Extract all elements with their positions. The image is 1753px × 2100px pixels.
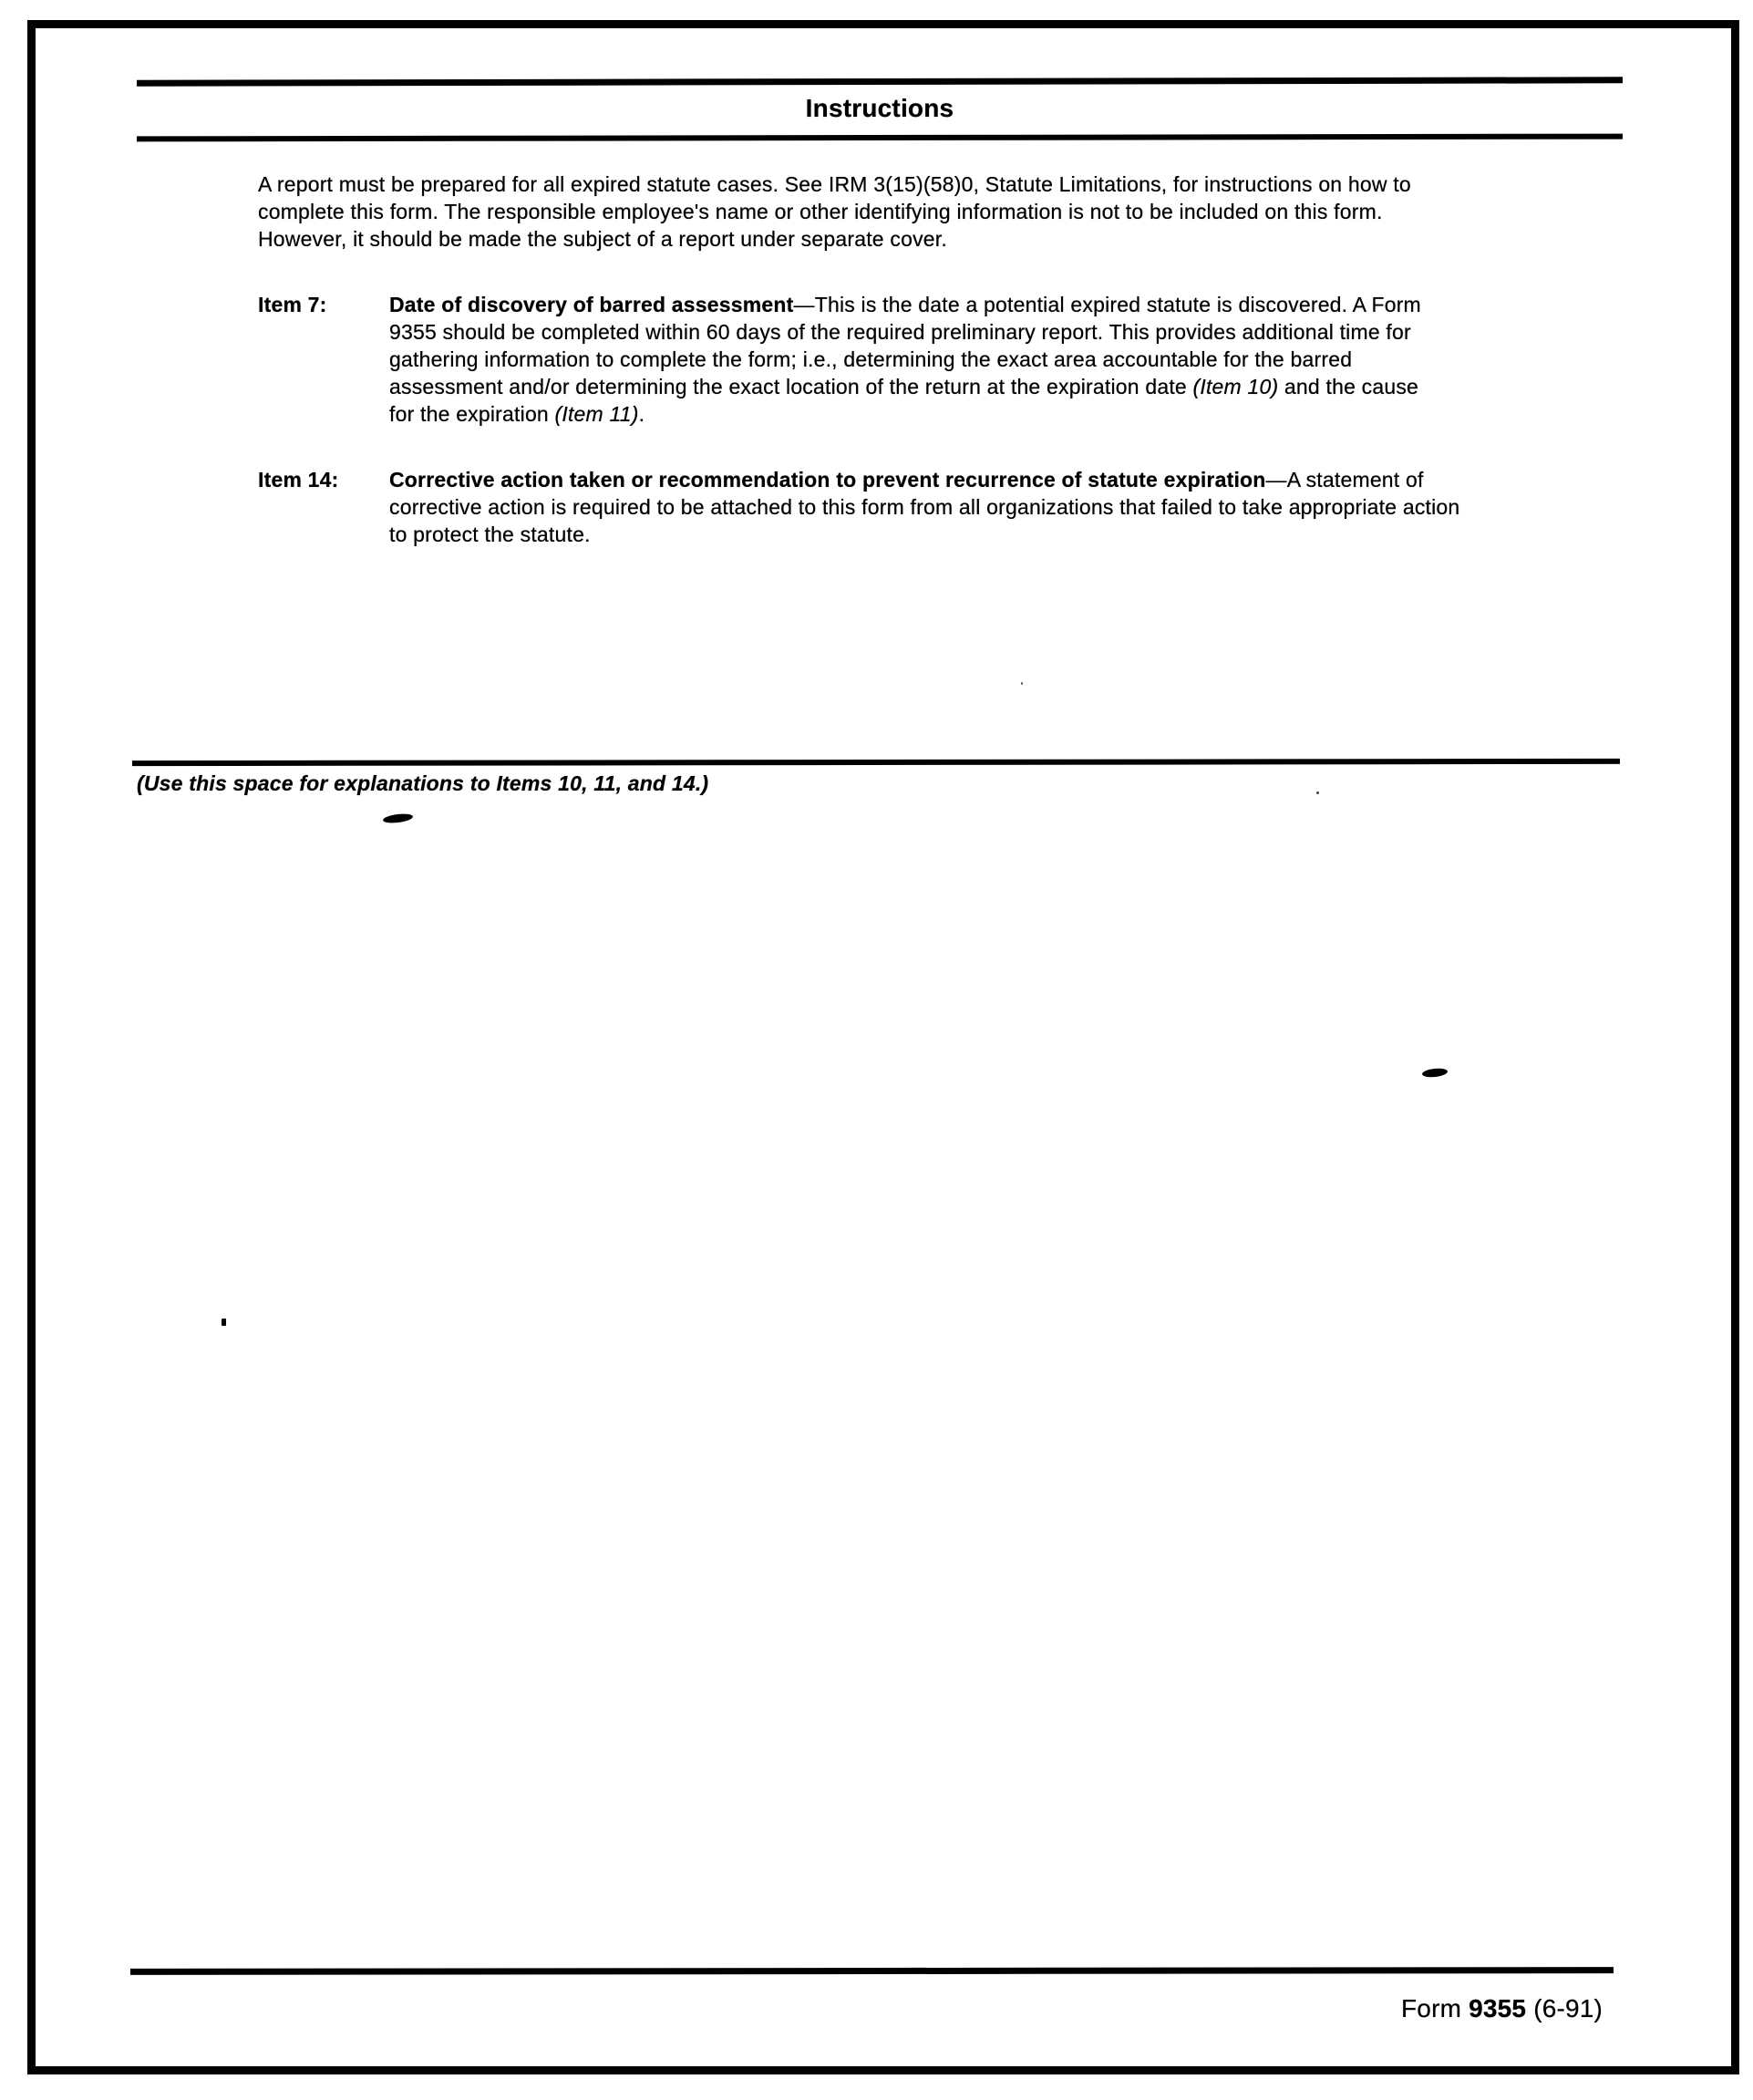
instructions-heading: Instructions: [805, 94, 954, 122]
form-revision: (6-91): [1533, 1994, 1603, 2022]
item-14-label: Item 14:: [258, 468, 339, 491]
form-identifier: [1401, 1994, 1603, 2023]
item-7-paragraph: Date of discovery of barred assessment—This is the date a potential expired statute is discovered. A Form 9355 should be completed within 60 days of the required preliminary report. This provides additional time for gathering information to complete the form; i.e., determining the exact area accountable for the barred assessment and/or determining the exact location of the return at the expiration date (Item 10) and the cause for the expiration (Item 11).: [389, 293, 1421, 426]
scan-speck: [222, 1319, 226, 1326]
item-7-label: Item 7:: [258, 293, 327, 316]
intro-paragraph: A report must be prepared for all expired statute cases. See IRM 3(15)(58)0, Statute Limitations, for instructions on how to complete this form. The responsible employee's name or other identifying information is not to be included on this form. However, it should be made the subject of a report under separate cover.: [258, 172, 1411, 251]
scan-speck: [1021, 682, 1023, 685]
item-14-paragraph: Corrective action taken or recommendation to prevent recurrence of statute expiration—A statement of corrective action is required to be attached to this form from all organizations that failed to take appropriate action to protect the statute.: [389, 468, 1460, 546]
form-label: Form: [1401, 1994, 1462, 2022]
explanation-space-note: (Use this space for explanations to Items 10, 11, and 14.): [137, 771, 709, 795]
form-number: 9355: [1469, 1994, 1527, 2022]
scan-speck: [1316, 791, 1319, 794]
